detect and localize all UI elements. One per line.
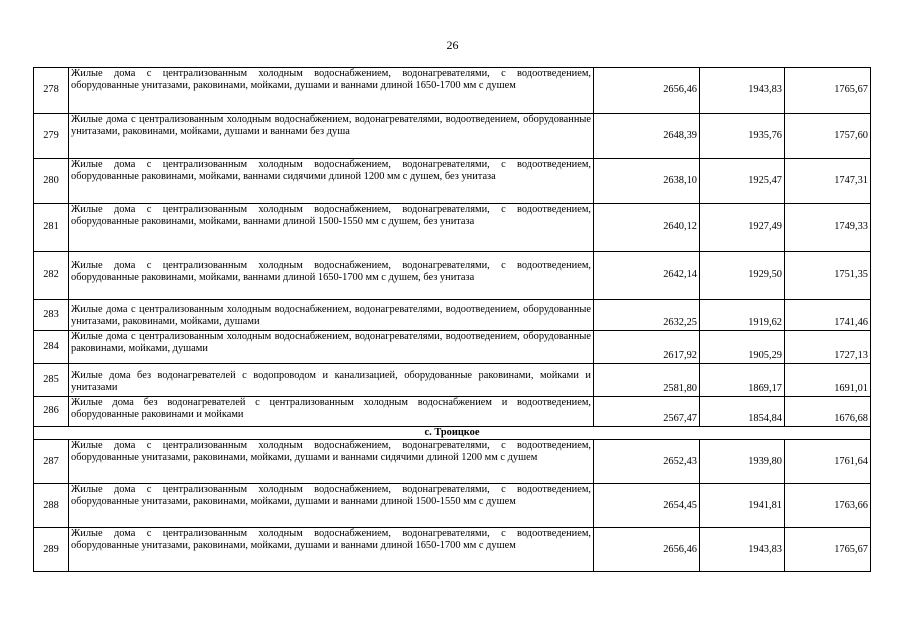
row-description: Жилые дома с централизованным холодным водоснабжением, водонагревателями, с водоотведением, оборудованные унитазами, раковинами, мойками, душами и ваннами длиной 1500-1550 мм с душем bbox=[69, 484, 594, 528]
row-value-2: 1854,84 bbox=[700, 397, 785, 427]
row-number: 278 bbox=[34, 68, 69, 114]
row-number: 282 bbox=[34, 252, 69, 300]
row-value-1: 2654,45 bbox=[594, 484, 700, 528]
table-row bbox=[34, 484, 871, 528]
row-value-3: 1727,13 bbox=[785, 331, 871, 364]
row-value-1: 2632,25 bbox=[594, 300, 700, 331]
row-value-3: 1763,66 bbox=[785, 484, 871, 528]
table-row bbox=[34, 159, 871, 204]
row-value-2: 1919,62 bbox=[700, 300, 785, 331]
table-row bbox=[34, 528, 871, 572]
row-number: 283 bbox=[34, 300, 69, 331]
row-number: 284 bbox=[34, 331, 69, 364]
row-description: Жилые дома с централизованным холодным водоснабжением, водонагревателями, с водоотведением, оборудованные унитазами, раковинами, мойками, душами и ваннами длиной 1650-1700 мм с душем bbox=[69, 68, 594, 114]
row-value-3: 1765,67 bbox=[785, 528, 871, 572]
row-description: Жилые дома с централизованным холодным водоснабжением, водонагревателями, с водоотведением, оборудованные раковинами, мойками, ваннами длиной 1500-1550 мм с душем, без унитаза bbox=[69, 204, 594, 252]
row-value-1: 2581,80 bbox=[594, 364, 700, 397]
table-row bbox=[34, 252, 871, 300]
row-number: 287 bbox=[34, 440, 69, 484]
section-title: с. Троицкое bbox=[34, 427, 871, 440]
page-number: 26 bbox=[446, 38, 459, 52]
row-value-3: 1751,35 bbox=[785, 252, 871, 300]
table-row bbox=[34, 114, 871, 159]
row-value-1: 2567,47 bbox=[594, 397, 700, 427]
row-value-1: 2648,39 bbox=[594, 114, 700, 159]
row-description: Жилые дома с централизованным холодным водоснабжением, водонагревателями, с водоотведением, оборудованные унитазами, раковинами, мойками, душами и ваннами сидячими длиной 1200 мм с душем bbox=[69, 440, 594, 484]
row-number: 279 bbox=[34, 114, 69, 159]
row-description: Жилые дома с централизованным холодным водоснабжением, водонагревателями, с водоотведением, оборудованные унитазами, раковинами, мойками, душами и ваннами длиной 1650-1700 мм с душем bbox=[69, 528, 594, 572]
row-value-1: 2617,92 bbox=[594, 331, 700, 364]
row-description: Жилые дома с централизованным холодным водоснабжением, водонагревателями, водоотведением, оборудованные раковинами, мойками, душами bbox=[69, 331, 594, 364]
row-value-3: 1747,31 bbox=[785, 159, 871, 204]
table-row bbox=[34, 300, 871, 331]
row-value-1: 2642,14 bbox=[594, 252, 700, 300]
table-row bbox=[34, 397, 871, 427]
row-value-3: 1757,60 bbox=[785, 114, 871, 159]
row-number: 289 bbox=[34, 528, 69, 572]
row-description: Жилые дома без водонагревателей с централизованным холодным водоснабжением и водоотведением, оборудованные раковинами и мойками bbox=[69, 397, 594, 427]
row-value-3: 1749,33 bbox=[785, 204, 871, 252]
row-value-1: 2656,46 bbox=[594, 528, 700, 572]
row-description: Жилые дома с централизованным холодным водоснабжением, водонагревателями, с водоотведением, оборудованные раковинами, мойками, ваннами длиной 1650-1700 мм с душем, без унитаза bbox=[69, 252, 594, 300]
row-number: 285 bbox=[34, 364, 69, 397]
row-description: Жилые дома с централизованным холодным водоснабжением, водонагревателями, с водоотведением, оборудованные раковинами, мойками, ваннами сидячими длиной 1200 мм с душем, без унитаза bbox=[69, 159, 594, 204]
table-row bbox=[34, 364, 871, 397]
row-description: Жилые дома с централизованным холодным водоснабжением, водонагревателями, водоотведением, оборудованные унитазами, раковинами, мойками, душами bbox=[69, 300, 594, 331]
row-value-2: 1943,83 bbox=[700, 528, 785, 572]
row-value-2: 1929,50 bbox=[700, 252, 785, 300]
row-value-2: 1935,76 bbox=[700, 114, 785, 159]
row-value-1: 2656,46 bbox=[594, 68, 700, 114]
row-number: 286 bbox=[34, 397, 69, 427]
tariff-table bbox=[33, 67, 871, 572]
row-value-3: 1676,68 bbox=[785, 397, 871, 427]
row-value-2: 1943,83 bbox=[700, 68, 785, 114]
row-value-2: 1939,80 bbox=[700, 440, 785, 484]
row-value-3: 1741,46 bbox=[785, 300, 871, 331]
row-value-3: 1691,01 bbox=[785, 364, 871, 397]
section-row bbox=[34, 427, 871, 440]
table-row bbox=[34, 68, 871, 114]
row-value-3: 1761,64 bbox=[785, 440, 871, 484]
row-value-2: 1927,49 bbox=[700, 204, 785, 252]
row-number: 280 bbox=[34, 159, 69, 204]
table-row bbox=[34, 440, 871, 484]
row-number: 288 bbox=[34, 484, 69, 528]
table-row bbox=[34, 331, 871, 364]
row-description: Жилые дома с централизованным холодным водоснабжением, водонагревателями, водоотведением, оборудованные унитазами, раковинами, мойками, душами и ваннами без душа bbox=[69, 114, 594, 159]
row-value-2: 1941,81 bbox=[700, 484, 785, 528]
row-value-3: 1765,67 bbox=[785, 68, 871, 114]
row-value-2: 1905,29 bbox=[700, 331, 785, 364]
row-value-1: 2652,43 bbox=[594, 440, 700, 484]
row-value-1: 2638,10 bbox=[594, 159, 700, 204]
table-row bbox=[34, 204, 871, 252]
row-value-2: 1925,47 bbox=[700, 159, 785, 204]
row-number: 281 bbox=[34, 204, 69, 252]
row-description: Жилые дома без водонагревателей с водопроводом и канализацией, оборудованные раковинами, мойками и унитазами bbox=[69, 364, 594, 397]
row-value-1: 2640,12 bbox=[594, 204, 700, 252]
row-value-2: 1869,17 bbox=[700, 364, 785, 397]
